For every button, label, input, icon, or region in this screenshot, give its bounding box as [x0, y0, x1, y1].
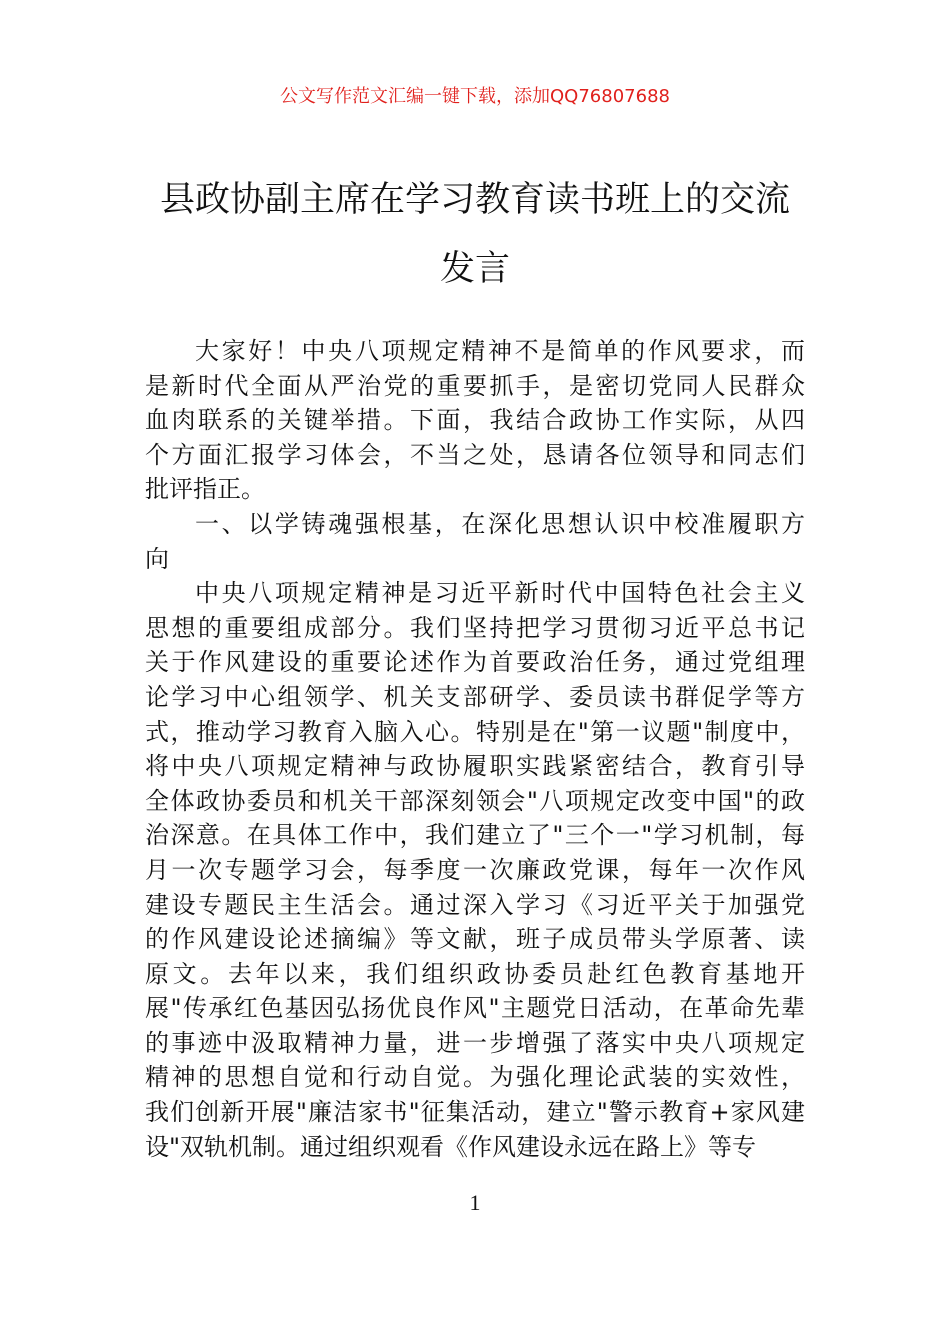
paragraph-line: 全体政协委员和机关干部深刻领会"八项规定改变中国"的政 [145, 786, 805, 815]
paragraph-line: 血肉联系的关键举措。下面，我结合政协工作实际，从四 [145, 406, 805, 435]
paragraph-line: 建设专题民主生活会。通过深入学习《习近平关于加强党 [145, 890, 805, 919]
paragraph-line: 设"双轨机制。通过组织观看《作风建设永远在路上》等专 [145, 1132, 757, 1161]
paragraph-line: 的作风建设论述摘编》等文献，班子成员带头学原著、读 [145, 925, 805, 954]
paragraph-line: 个方面汇报学习体会，不当之处，恳请各位领导和同志们 [145, 440, 805, 469]
paragraph-line: 批评指正。 [145, 475, 265, 504]
paragraph-line: 月一次专题学习会，每季度一次廉政党课，每年一次作风 [145, 855, 805, 884]
paragraph-line: 治深意。在具体工作中，我们建立了"三个一"学习机制，每 [145, 821, 805, 850]
page-number: 1 [469, 1190, 481, 1215]
paragraph-line: 关于作风建设的重要论述作为首要政治任务，通过党组理 [145, 648, 805, 677]
document-title-line-1: 县政协副主席在学习教育读书班上的交流 [159, 180, 790, 220]
paragraph-line: 原文。去年以来，我们组织政协委员赴红色教育基地开 [145, 959, 805, 988]
document-title-line-2: 发言 [439, 249, 510, 289]
paragraph-line: 将中央八项规定精神与政协履职实践紧密结合，教育引导 [145, 752, 805, 781]
paragraph-line: 的事迹中汲取精神力量，进一步增强了落实中央八项规定 [145, 1028, 805, 1057]
paragraph-line: 大家好！中央八项规定精神不是简单的作风要求，而 [195, 337, 805, 365]
header-download-note: 公文写作范文汇编一键下载，添加QQ76807688 [280, 86, 670, 107]
paragraph-line: 论学习中心组领学、机关支部研学、委员读书群促学等方 [145, 682, 805, 711]
section-heading-line: 向 [145, 544, 169, 573]
paragraph-line: 式，推动学习教育入脑入心。特别是在"第一议题"制度中， [145, 717, 805, 746]
paragraph-line: 中央八项规定精神是习近平新时代中国特色社会主义 [195, 579, 805, 608]
paragraph-line: 我们创新开展"廉洁家书"征集活动，建立"警示教育+家风建 [145, 1098, 805, 1127]
section-heading-line: 一、以学铸魂强根基，在深化思想认识中校准履职方 [195, 509, 805, 538]
paragraph-line: 精神的思想自觉和行动自觉。为强化理论武装的实效性， [145, 1063, 805, 1092]
paragraph-line: 是新时代全面从严治党的重要抓手，是密切党同人民群众 [145, 371, 805, 400]
paragraph-line: 展"传承红色基因弘扬优良作风"主题党日活动，在革命先辈 [145, 994, 805, 1023]
paragraph-line: 思想的重要组成部分。我们坚持把学习贯彻习近平总书记 [145, 613, 805, 642]
document-body [145, 334, 805, 1164]
